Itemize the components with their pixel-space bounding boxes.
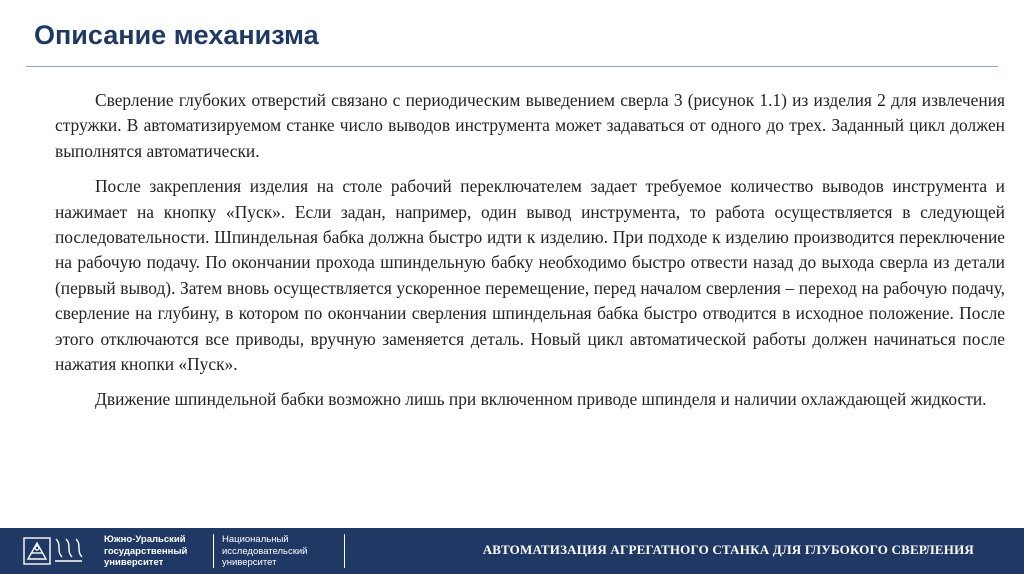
title-divider: [26, 66, 998, 67]
footer-separator: [213, 534, 214, 568]
national-research-label: [222, 534, 308, 569]
national-line-3: университет: [222, 557, 277, 568]
university-name: [104, 534, 187, 569]
paragraph-2: После закрепления изделия на столе рабочий переключателем задает требуемое количество выводов инструмента и нажимает на кнопку «Пуск». Если задан, например, один вывод инструмента, то работа осуществляется в следующей последовательности. Шпиндельная бабка должна быстро идти к изделию. При подходе к изделию производится переключение на рабочую подачу. По окончании прохода шпиндельную бабку необходимо быстро отвести назад до выхода сверла из детали (первый вывод). Затем вновь осуществляется ускоренное перемещение, перед началом сверления – переход на рабочую подачу, сверление на глубину, в котором по окончании сверления шпиндельная бабка быстро отводится в исходное положение. После этого отключаются все приводы, вручную заменяется деталь. Новый цикл автоматической работы должен начинаться после нажатия кнопки «Пуск».: [55, 176, 1005, 375]
footer-separator: [344, 534, 345, 568]
slide-body: [55, 88, 1005, 423]
page-title: Описание механизма: [34, 20, 319, 50]
paragraph-3: Движение шпиндельной бабки возможно лишь при включенном приводе шпинделя и наличии охлаждающей жидкости.: [95, 389, 987, 410]
presentation-title: АВТОМАТИЗАЦИЯ АГРЕГАТНОГО СТАНКА ДЛЯ ГЛУБОКОГО СВЕРЛЕНИЯ: [482, 542, 974, 557]
university-line-1: Южно-Уральский: [104, 534, 186, 545]
footer-bar: [0, 528, 1024, 574]
national-line-1: Национальный: [222, 534, 289, 545]
university-crest-icon: [22, 535, 84, 567]
national-line-2: исследовательский: [222, 545, 308, 557]
paragraph-1: Сверление глубоких отверстий связано с периодическим выведением сверла 3 (рисунок 1.1) из изделия 2 для извлечения стружки. В автоматизируемом станке число выводов инструмента может задаваться от одного до трех. Заданный цикл должен выполнятся автоматически.: [55, 90, 1005, 161]
university-line-2: государственный: [104, 545, 188, 557]
university-line-3: университет: [104, 557, 164, 568]
